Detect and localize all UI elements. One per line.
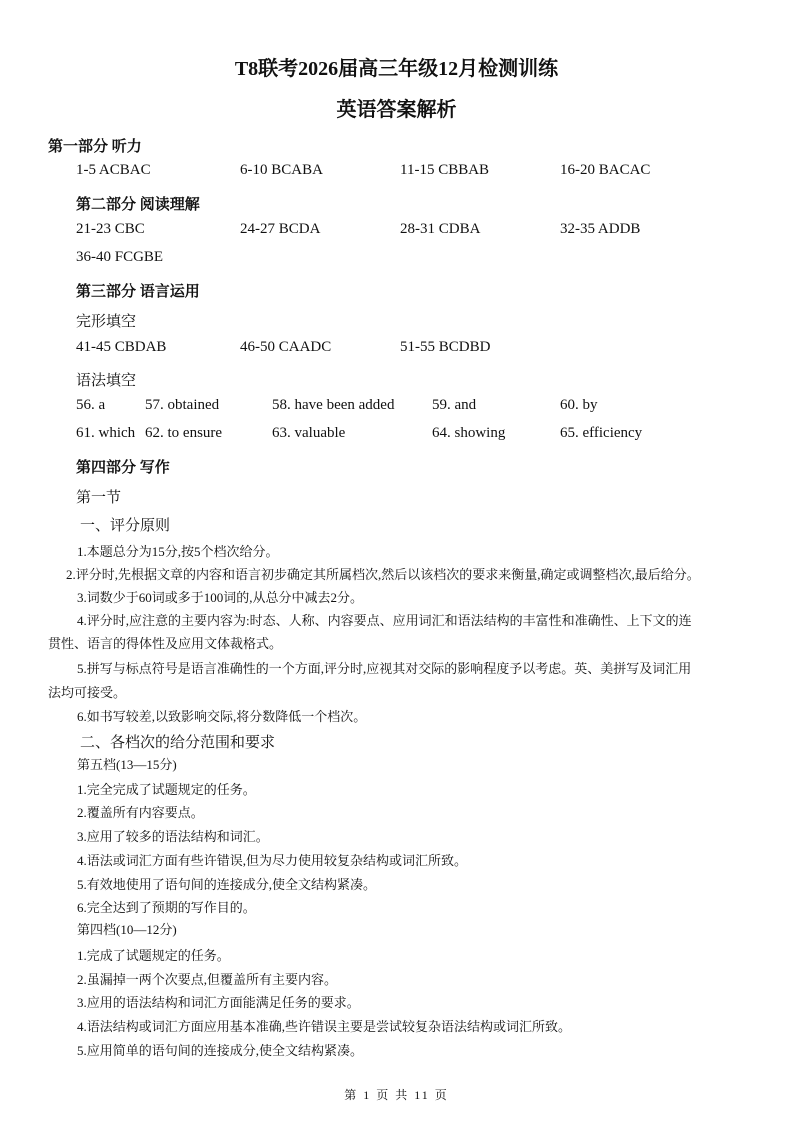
level4-item: 2.虽漏掉一两个次要点,但覆盖所有主要内容。 [77, 972, 338, 987]
section-label: 第一节 [76, 490, 122, 506]
answer-group: 16-20 BACAC [560, 162, 651, 178]
level5-item: 5.有效地使用了语句间的连接成分,使全文结构紧凑。 [77, 877, 377, 892]
levels-heading: 二、各档次的给分范围和要求 [80, 735, 276, 751]
grammar-answer: 59. and [432, 397, 477, 413]
answer-group: 51-55 BCDBD [400, 339, 491, 355]
principle-item: 4.评分时,应注意的主要内容为:时态、人称、内容要点、应用词汇和语法结构的丰富性和准确性、上下文的连 [77, 613, 692, 628]
principle-item-cont: 法均可接受。 [48, 685, 127, 700]
level4-item: 3.应用的语法结构和词汇方面能满足任务的要求。 [77, 995, 360, 1010]
grammar-answer: 65. efficiency [560, 425, 643, 441]
level4-item: 1.完成了试题规定的任务。 [77, 948, 230, 963]
grammar-answer: 64. showing [432, 425, 506, 441]
page-subtitle: 英语答案解析 [336, 99, 457, 121]
part3-heading: 第三部分 语言运用 [76, 284, 200, 300]
answer-group: 46-50 CAADC [240, 339, 332, 355]
level5-item: 3.应用了较多的语法结构和词汇。 [77, 829, 269, 844]
part1-heading: 第一部分 听力 [48, 139, 142, 155]
level-label: 第五档(13—15分) [77, 757, 177, 772]
level5-item: 6.完全达到了预期的写作目的。 [77, 900, 256, 915]
principle-item: 5.拼写与标点符号是语言准确性的一个方面,评分时,应视其对交际的影响程度予以考虑。英、美拼写及词汇用 [77, 661, 692, 676]
principle-item-cont: 贯性、语言的得体性及应用文体裁格式。 [48, 636, 283, 651]
grammar-label: 语法填空 [76, 373, 137, 389]
page-title: T8联考2026届高三年级12月检测训练 [234, 58, 559, 80]
grammar-answer: 61. which [76, 425, 136, 441]
grammar-answer: 58. have been added [272, 397, 395, 413]
level5-item: 1.完全完成了试题规定的任务。 [77, 782, 256, 797]
principle-item: 1.本题总分为15分,按5个档次给分。 [77, 544, 279, 559]
principle-item: 3.词数少于60词或多于100词的,从总分中减去2分。 [77, 590, 364, 605]
answer-group: 41-45 CBDAB [76, 339, 167, 355]
principle-item: 2.评分时,先根据文章的内容和语言初步确定其所属档次,然后以该档次的要求来衡量,确定或调整档次,最后给分。 [66, 567, 700, 582]
part2-heading: 第二部分 阅读理解 [76, 197, 200, 213]
answer-group: 36-40 FCGBE [76, 249, 164, 265]
answer-group: 24-27 BCDA [240, 221, 321, 237]
grammar-answer: 57. obtained [145, 397, 220, 413]
answer-group: 6-10 BCABA [240, 162, 323, 178]
level5-item: 4.语法或词汇方面有些许错误,但为尽力使用较复杂结构或词汇所致。 [77, 853, 468, 868]
principle-item: 6.如书写较差,以致影响交际,将分数降低一个档次。 [77, 709, 367, 724]
grammar-answer: 56. a [76, 397, 106, 413]
level4-item: 5.应用简单的语句间的连接成分,使全文结构紧凑。 [77, 1043, 364, 1058]
cloze-label: 完形填空 [76, 314, 137, 330]
grammar-answer: 63. valuable [272, 425, 346, 441]
level-label: 第四档(10—12分) [77, 922, 177, 937]
principles-heading: 一、评分原则 [80, 518, 171, 534]
level4-item: 4.语法结构或词汇方面应用基本准确,些许错误主要是尝试较复杂语法结构或词汇所致。 [77, 1019, 572, 1034]
answer-group: 11-15 CBBAB [400, 162, 490, 178]
answer-group: 32-35 ADDB [560, 221, 641, 237]
answer-group: 28-31 CDBA [400, 221, 481, 237]
grammar-answer: 60. by [560, 397, 598, 413]
level5-item: 2.覆盖所有内容要点。 [77, 805, 204, 820]
answer-group: 1-5 ACBAC [76, 162, 151, 178]
grammar-answer: 62. to ensure [145, 425, 223, 441]
answer-group: 21-23 CBC [76, 221, 145, 237]
page-footer: 第 1 页 共 11 页 [344, 1088, 449, 1102]
part4-heading: 第四部分 写作 [76, 460, 170, 476]
